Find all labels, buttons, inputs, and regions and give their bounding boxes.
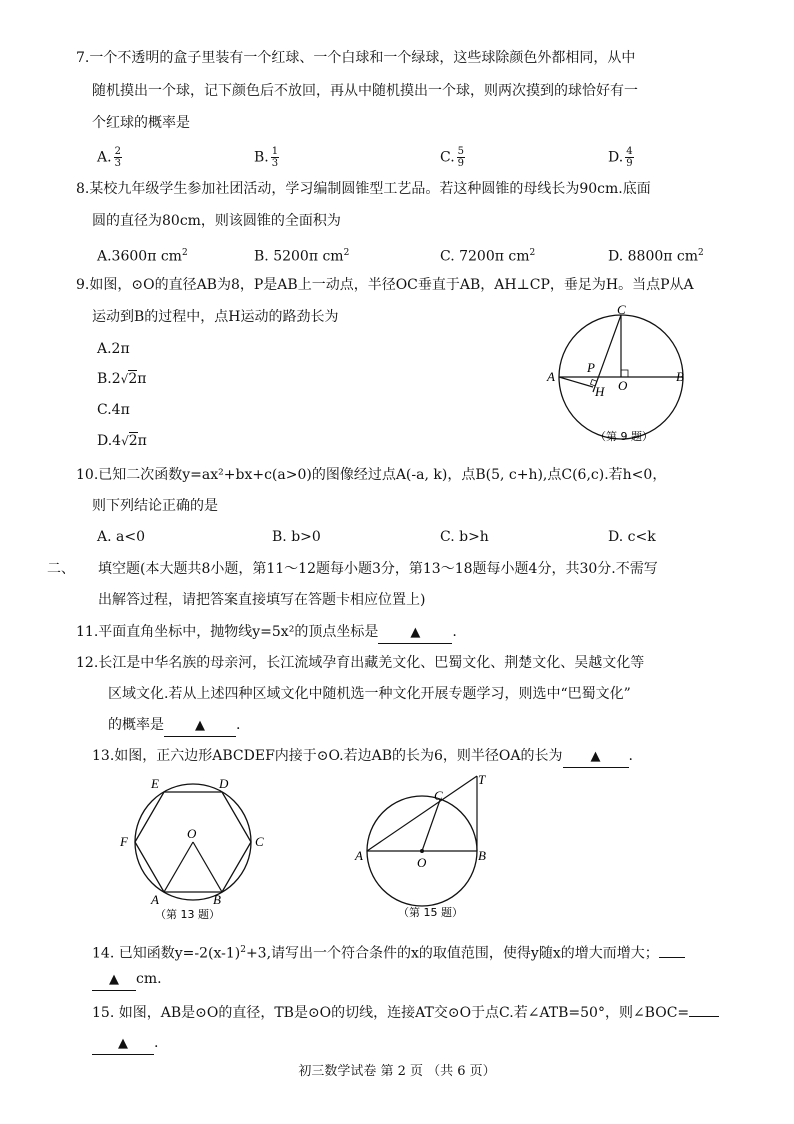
q15-center-point (420, 849, 424, 853)
q10-line2: 则下列结论正确的是 (92, 498, 218, 514)
q7-line1: 7.一个不透明的盒子里装有一个红球、一个白球和一个绿球，这些球除颜色外都相同，从中 (76, 50, 636, 66)
q10-option-d: D. c<k (608, 529, 656, 545)
q15-label-b: B (478, 848, 486, 863)
q9-option-c: C.4π (97, 402, 130, 418)
q15-label-o: O (417, 855, 427, 870)
q8-line2: 圆的直径为80cm，则该圆锥的全面积为 (92, 213, 341, 229)
q13-label-c: C (255, 834, 264, 849)
q13-caption: （第 13 题） (155, 908, 220, 921)
q14-line2: ▲ cm. (92, 969, 162, 991)
q9-option-d: D.4√2π (97, 433, 147, 449)
q13-label-f: F (120, 834, 128, 849)
q13-label-d: D (219, 776, 229, 791)
q9-line-ah (559, 377, 593, 387)
q13-label-e: E (151, 776, 159, 791)
q7-line2: 随机摸出一个球，记下颜色后不放回，再从中随机摸出一个球，则两次摸到的球恰好有一 (92, 83, 638, 99)
figure-q15 (350, 770, 510, 922)
q9-label-h: H (595, 384, 605, 399)
q15-line2: ▲ . (92, 1033, 158, 1055)
q9-label-o: O (618, 378, 628, 393)
q9-label-p: P (587, 360, 595, 375)
q11: 11.平面直角坐标中，抛物线y=5x²的顶点坐标是 ▲ . (76, 622, 457, 644)
q7-line3: 个红球的概率是 (92, 115, 190, 131)
q8-line1: 8.某校九年级学生参加社团活动，学习编制圆锥型工艺品。若这种圆锥的母线长为90cm.底面 (76, 181, 651, 197)
section2-line1: 填空题(本大题共8小题，第11～12题每小题3分，第13～18题每小题4分，共30分.不需写 (98, 561, 658, 577)
q9-label-a: A (547, 369, 555, 384)
q15-label-c: C (434, 788, 443, 803)
q9-right-angle-o (621, 370, 628, 377)
q12-answer-blank: ▲ (164, 715, 236, 737)
q10-option-b: B. b>0 (272, 529, 321, 545)
q9-option-a: A.2π (97, 341, 130, 357)
figure-q9 (545, 300, 695, 448)
q7-option-d: D. $\frac{4}{9}$ (608, 146, 633, 169)
q13-answer-blank: ▲ (563, 746, 629, 768)
figure-q13 (115, 776, 275, 924)
q7-option-b: B. $\frac{1}{3}$ (254, 146, 279, 169)
q15-caption: （第 15 题） (398, 906, 463, 919)
q9-option-b: B.2√2π (97, 371, 147, 387)
q15-line-at (367, 776, 477, 851)
q12-line1: 12.长江是中华名族的母亲河，长江流域孕育出藏羌文化、巴蜀文化、荆楚文化、吴越文化等 (76, 655, 645, 671)
q7-option-a: A. $\frac{2}{3}$ (97, 146, 121, 169)
q10-line1: 10.已知二次函数y=ax²+bx+c(a>0)的图像经过点A(-a, k)，点B(5, c+h),点C(6,c).若h<0， (76, 467, 667, 483)
q15-label-t: T (478, 772, 486, 787)
section2-number: 二、 (47, 561, 75, 577)
q12-line3: 的概率是 ▲ . (108, 715, 240, 737)
q8-option-d: D. 8800π $cm^2$ (608, 248, 704, 265)
q15-answer-blank: ▲ (92, 1033, 154, 1055)
q15-line1: 15. 如图，AB是⊙O的直径，TB是⊙O的切线，连接AT交⊙O于点C.若∠ATB=50°，则∠BOC= (92, 1003, 719, 1023)
section2-line2: 出解答过程，请把答案直接填写在答题卡相应位置上) (98, 592, 426, 608)
q8-option-c: C. 7200π $cm^2$ (440, 248, 536, 265)
q14-answer-blank: ▲ (92, 969, 136, 991)
q13: 13.如图，正六边形ABCDEF内接于⊙O.若边AB的长为6，则半径OA的长为 ▲ . (92, 746, 633, 768)
q15-label-a: A (355, 848, 363, 863)
q9-line2: 运动到B的过程中，点H运动的路劲长为 (92, 309, 339, 325)
q8-option-b: B. 5200π $cm^2$ (254, 248, 350, 265)
q7-option-c: C. $\frac{5}{9}$ (440, 146, 465, 169)
q8-option-a: A.3600π $cm^2$ (97, 248, 188, 265)
q12-line2: 区域文化.若从上述四种区域文化中随机选一种文化开展专题学习，则选中“巴蜀文化” (108, 686, 631, 702)
q13-label-b: B (213, 892, 221, 907)
q10-option-c: C. b>h (440, 529, 489, 545)
page-footer: 初三数学试卷 第 2 页 （共 6 页） (298, 1064, 496, 1079)
q9-caption: （第 9 题） (595, 430, 653, 443)
q13-label-a: A (151, 892, 159, 907)
q9-line1: 9.如图，⊙O的直径AB为8，P是AB上一动点，半径OC垂直于AB，AH⊥CP，垂足为H。当点P从A (76, 277, 694, 293)
q13-radius-ob (193, 842, 222, 892)
q13-label-o: O (187, 826, 197, 841)
q9-label-c: C (617, 302, 626, 317)
q9-label-b: B (676, 369, 684, 384)
q13-radius-oa (164, 842, 193, 892)
q11-answer-blank: ▲ (378, 622, 452, 644)
q9-line-cp (593, 315, 621, 392)
q10-option-a: A. a<0 (97, 529, 145, 545)
q14-line1: 14. 已知函数$y=-2(x-1)^2+3$,请写出一个符合条件的x的取值范围，使得y随x的增大而增大； (92, 940, 685, 964)
